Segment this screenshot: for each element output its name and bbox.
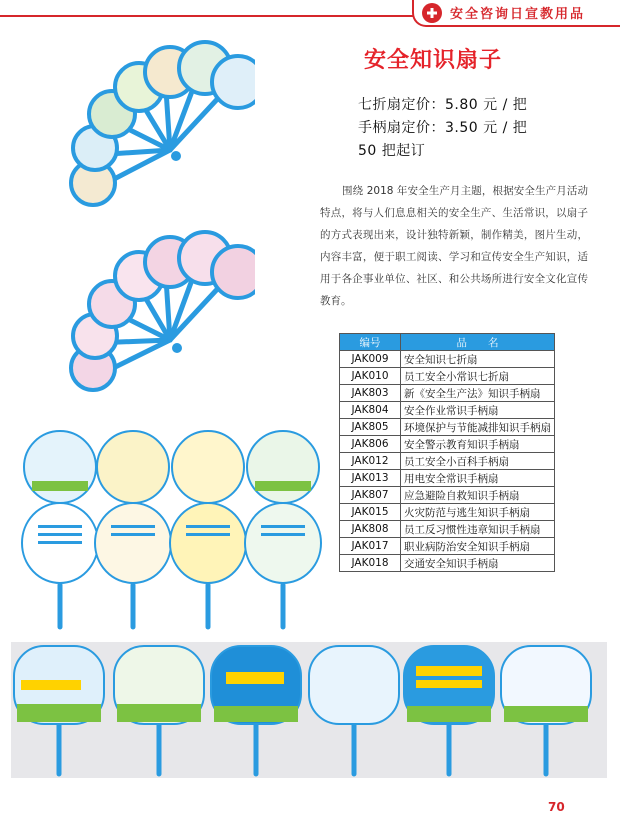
table-row [340, 504, 555, 521]
row-name: 火灾防范与逃生知识手柄扇 [401, 504, 555, 521]
row-name: 安全知识七折扇 [401, 351, 555, 368]
header-brand: 安全咨询日宣教用品 [450, 7, 586, 22]
row-name: 新《安全生产法》知识手柄扇 [401, 385, 555, 402]
handle-fan-strip-image [11, 642, 607, 778]
table-row [340, 521, 555, 538]
row-name: 职业病防治安全知识手柄扇 [401, 538, 555, 555]
row-code: JAK017 [340, 538, 401, 555]
table-row [340, 487, 555, 504]
folding-fan-image-2 [55, 228, 255, 398]
table-row [340, 453, 555, 470]
table-row [340, 470, 555, 487]
table-row [340, 368, 555, 385]
row-code: JAK806 [340, 436, 401, 453]
col-code-header: 编号 [340, 334, 401, 351]
row-name: 用电安全常识手柄扇 [401, 470, 555, 487]
price-folding: 七折扇定价：5.80 元 / 把 [358, 97, 528, 113]
row-name: 员工安全小常识七折扇 [401, 368, 555, 385]
row-name: 员工安全小百科手柄扇 [401, 453, 555, 470]
row-code: JAK010 [340, 368, 401, 385]
row-name: 环境保护与节能减排知识手柄扇 [401, 419, 555, 436]
table-row [340, 436, 555, 453]
table-row [340, 402, 555, 419]
folding-fan-image-1 [55, 40, 255, 210]
page-title: 安全知识扇子 [364, 48, 503, 73]
row-name: 安全作业常识手柄扇 [401, 402, 555, 419]
table-row [340, 555, 555, 572]
product-description: 围绕 2018 年安全生产月主题，根据安全生产月活动特点，将与人们息息相关的安全生产、生活常识，以扇子的方式表现出来，设计独特新颖，制作精美，图片生动，内容丰富，便于职工阅读、学习和宣传安全生产知识，适用于各企事业单位、社区、和公共场所进行安全文化宣传教育。 [320, 185, 588, 307]
row-code: JAK015 [340, 504, 401, 521]
table-row [340, 538, 555, 555]
row-name: 交通安全知识手柄扇 [401, 555, 555, 572]
page-number: 70 [548, 800, 565, 814]
row-code: JAK013 [340, 470, 401, 487]
table-header-row [340, 334, 555, 351]
header-rule [0, 15, 420, 17]
handle-fan-grid-image [8, 425, 328, 635]
table-row [340, 419, 555, 436]
row-code: JAK012 [340, 453, 401, 470]
row-name: 应急避险自救知识手柄扇 [401, 487, 555, 504]
row-code: JAK804 [340, 402, 401, 419]
header-badge [412, 0, 620, 27]
row-code: JAK009 [340, 351, 401, 368]
price-handle: 手柄扇定价：3.50 元 / 把 [358, 120, 528, 136]
row-code: JAK805 [340, 419, 401, 436]
row-code: JAK803 [340, 385, 401, 402]
product-table [339, 333, 555, 572]
row-name: 安全警示教育知识手柄扇 [401, 436, 555, 453]
table-row [340, 385, 555, 402]
row-code: JAK018 [340, 555, 401, 572]
col-name-header: 品 名 [401, 334, 555, 351]
min-order: 50 把起订 [358, 143, 426, 159]
cross-logo-icon [422, 3, 442, 23]
row-name: 员工反习惯性违章知识手柄扇 [401, 521, 555, 538]
row-code: JAK808 [340, 521, 401, 538]
row-code: JAK807 [340, 487, 401, 504]
table-row [340, 351, 555, 368]
